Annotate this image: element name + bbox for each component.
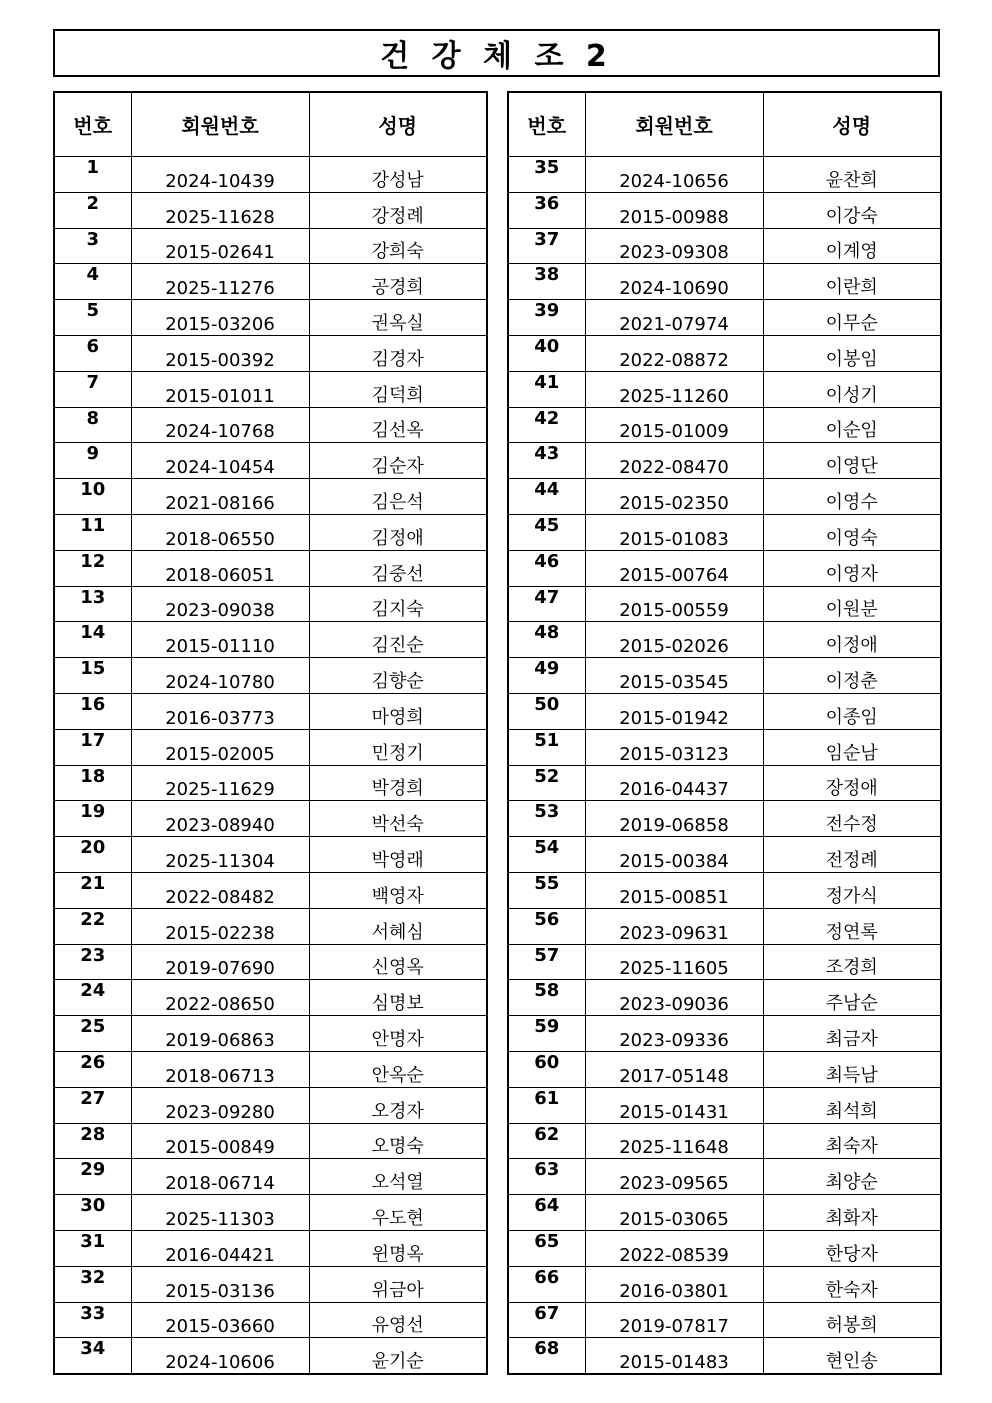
member-table-right (507, 91, 942, 1375)
member-name: 강성남 (309, 157, 487, 193)
row-number: 5 (54, 300, 131, 336)
member-id: 2025-11648 (585, 1123, 763, 1159)
member-id: 2015-03065 (585, 1195, 763, 1231)
member-name: 조경희 (763, 944, 941, 980)
row-number: 6 (54, 335, 131, 371)
member-id: 2024-10690 (585, 264, 763, 300)
member-id: 2024-10780 (131, 658, 309, 694)
table-row (54, 264, 487, 300)
row-number: 25 (54, 1016, 131, 1052)
row-number: 46 (508, 550, 585, 586)
member-name: 최석희 (763, 1087, 941, 1123)
member-id: 2015-00988 (585, 192, 763, 228)
member-name: 윈명옥 (309, 1230, 487, 1266)
table-row (54, 1338, 487, 1374)
table-row (508, 1123, 941, 1159)
member-id: 2015-00392 (131, 335, 309, 371)
member-id: 2023-09308 (585, 228, 763, 264)
member-id: 2017-05148 (585, 1051, 763, 1087)
member-id: 2025-11628 (131, 192, 309, 228)
member-id: 2023-09631 (585, 908, 763, 944)
table-row (54, 1087, 487, 1123)
row-number: 68 (508, 1338, 585, 1374)
member-name: 이란희 (763, 264, 941, 300)
member-name: 오경자 (309, 1087, 487, 1123)
member-id: 2015-03206 (131, 300, 309, 336)
row-number: 53 (508, 801, 585, 837)
row-number: 47 (508, 586, 585, 622)
row-number: 19 (54, 801, 131, 837)
member-name: 김정애 (309, 514, 487, 550)
member-name: 허봉희 (763, 1302, 941, 1338)
table-row (508, 1338, 941, 1374)
member-id: 2015-00559 (585, 586, 763, 622)
member-id: 2023-09036 (585, 980, 763, 1016)
table-row (508, 1159, 941, 1195)
member-name: 이종임 (763, 693, 941, 729)
member-id: 2015-03660 (131, 1302, 309, 1338)
row-number: 39 (508, 300, 585, 336)
member-name: 윤기순 (309, 1338, 487, 1374)
member-id: 2015-01110 (131, 622, 309, 658)
member-name: 최금자 (763, 1016, 941, 1052)
table-row (508, 1087, 941, 1123)
member-id: 2015-02005 (131, 729, 309, 765)
member-id: 2015-03136 (131, 1266, 309, 1302)
table-row (54, 837, 487, 873)
row-number: 48 (508, 622, 585, 658)
header-number: 번호 (508, 92, 585, 157)
header-row (54, 92, 487, 157)
member-id: 2024-10439 (131, 157, 309, 193)
member-name: 최양순 (763, 1159, 941, 1195)
table-row (54, 1195, 487, 1231)
table-row (508, 264, 941, 300)
member-id: 2025-11605 (585, 944, 763, 980)
member-id: 2022-08482 (131, 872, 309, 908)
member-id: 2024-10768 (131, 407, 309, 443)
table-row (508, 1302, 941, 1338)
row-number: 59 (508, 1016, 585, 1052)
member-id: 2015-00849 (131, 1123, 309, 1159)
row-number: 16 (54, 693, 131, 729)
row-number: 18 (54, 765, 131, 801)
member-id: 2015-01011 (131, 371, 309, 407)
row-number: 27 (54, 1087, 131, 1123)
table-row (54, 479, 487, 515)
member-id: 2022-08470 (585, 443, 763, 479)
member-id: 2024-10606 (131, 1338, 309, 1374)
member-name: 김지숙 (309, 586, 487, 622)
row-number: 40 (508, 335, 585, 371)
member-name: 박영래 (309, 837, 487, 873)
table-row (54, 765, 487, 801)
row-number: 61 (508, 1087, 585, 1123)
member-name: 이순임 (763, 407, 941, 443)
table-row (54, 228, 487, 264)
row-number: 15 (54, 658, 131, 694)
member-name: 한당자 (763, 1230, 941, 1266)
row-number: 22 (54, 908, 131, 944)
member-name: 안옥순 (309, 1051, 487, 1087)
table-row (54, 872, 487, 908)
row-number: 56 (508, 908, 585, 944)
member-id: 2016-03801 (585, 1266, 763, 1302)
member-id: 2015-01483 (585, 1338, 763, 1374)
row-number: 29 (54, 1159, 131, 1195)
member-name: 정연록 (763, 908, 941, 944)
member-name: 이계영 (763, 228, 941, 264)
member-name: 한숙자 (763, 1266, 941, 1302)
row-number: 54 (508, 837, 585, 873)
row-number: 58 (508, 980, 585, 1016)
row-number: 31 (54, 1230, 131, 1266)
table-row (508, 335, 941, 371)
member-name: 신영옥 (309, 944, 487, 980)
member-name: 임순남 (763, 729, 941, 765)
table-row (508, 1195, 941, 1231)
member-name: 강희숙 (309, 228, 487, 264)
member-name: 김덕희 (309, 371, 487, 407)
table-row (54, 443, 487, 479)
table-row (54, 622, 487, 658)
row-number: 66 (508, 1266, 585, 1302)
table-row (54, 980, 487, 1016)
table-row (508, 837, 941, 873)
table-row (54, 514, 487, 550)
table-row (508, 371, 941, 407)
row-number: 8 (54, 407, 131, 443)
row-number: 24 (54, 980, 131, 1016)
row-number: 12 (54, 550, 131, 586)
row-number: 42 (508, 407, 585, 443)
member-name: 이영단 (763, 443, 941, 479)
member-name: 이봉임 (763, 335, 941, 371)
row-number: 32 (54, 1266, 131, 1302)
member-name: 현인송 (763, 1338, 941, 1374)
row-number: 67 (508, 1302, 585, 1338)
member-name: 최숙자 (763, 1123, 941, 1159)
member-id: 2015-00851 (585, 872, 763, 908)
member-id: 2025-11303 (131, 1195, 309, 1231)
member-id: 2024-10656 (585, 157, 763, 193)
table-row (54, 300, 487, 336)
row-number: 55 (508, 872, 585, 908)
row-number: 52 (508, 765, 585, 801)
table-row (54, 1266, 487, 1302)
table-row (54, 1016, 487, 1052)
table-row (508, 514, 941, 550)
member-name: 전정례 (763, 837, 941, 873)
member-name: 공경희 (309, 264, 487, 300)
member-id: 2015-02026 (585, 622, 763, 658)
member-id: 2021-08166 (131, 479, 309, 515)
row-number: 11 (54, 514, 131, 550)
member-name: 오명숙 (309, 1123, 487, 1159)
member-id: 2025-11304 (131, 837, 309, 873)
header-row (508, 92, 941, 157)
row-number: 7 (54, 371, 131, 407)
member-name: 우도현 (309, 1195, 487, 1231)
member-name: 김향순 (309, 658, 487, 694)
member-name: 심명보 (309, 980, 487, 1016)
member-name: 이원분 (763, 586, 941, 622)
member-id: 2018-06550 (131, 514, 309, 550)
member-id: 2015-00384 (585, 837, 763, 873)
row-number: 17 (54, 729, 131, 765)
page-title: 건 강 체 조 2 (380, 39, 613, 74)
row-number: 65 (508, 1230, 585, 1266)
member-name: 전수정 (763, 801, 941, 837)
member-id: 2025-11276 (131, 264, 309, 300)
member-id: 2018-06051 (131, 550, 309, 586)
table-row (508, 192, 941, 228)
row-number: 28 (54, 1123, 131, 1159)
member-name: 김은석 (309, 479, 487, 515)
member-id: 2015-02350 (585, 479, 763, 515)
table-row (508, 479, 941, 515)
member-name: 강정례 (309, 192, 487, 228)
member-id: 2021-07974 (585, 300, 763, 336)
row-number: 60 (508, 1051, 585, 1087)
member-name: 박선숙 (309, 801, 487, 837)
row-number: 49 (508, 658, 585, 694)
table-row (508, 944, 941, 980)
table-row (54, 1051, 487, 1087)
table-row (54, 908, 487, 944)
row-number: 23 (54, 944, 131, 980)
member-id: 2022-08650 (131, 980, 309, 1016)
row-number: 4 (54, 264, 131, 300)
table-row (508, 550, 941, 586)
row-number: 14 (54, 622, 131, 658)
member-name: 최화자 (763, 1195, 941, 1231)
table-row (508, 1266, 941, 1302)
member-name: 안명자 (309, 1016, 487, 1052)
member-name: 이성기 (763, 371, 941, 407)
table-row (508, 658, 941, 694)
member-id: 2015-02641 (131, 228, 309, 264)
table-row (508, 693, 941, 729)
table-row (508, 872, 941, 908)
member-id: 2015-01009 (585, 407, 763, 443)
row-number: 1 (54, 157, 131, 193)
member-name: 이무순 (763, 300, 941, 336)
member-id: 2023-08940 (131, 801, 309, 837)
table-row (54, 157, 487, 193)
row-number: 41 (508, 371, 585, 407)
table-row (54, 1302, 487, 1338)
row-number: 30 (54, 1195, 131, 1231)
member-name: 권옥실 (309, 300, 487, 336)
member-id: 2015-03545 (585, 658, 763, 694)
row-number: 50 (508, 693, 585, 729)
row-number: 45 (508, 514, 585, 550)
member-name: 김진순 (309, 622, 487, 658)
member-name: 윤찬희 (763, 157, 941, 193)
member-id: 2023-09038 (131, 586, 309, 622)
table-row (508, 1051, 941, 1087)
title-box (53, 29, 940, 77)
row-number: 21 (54, 872, 131, 908)
table-row (54, 693, 487, 729)
header-member-id: 회원번호 (585, 92, 763, 157)
member-name: 이영수 (763, 479, 941, 515)
row-number: 20 (54, 837, 131, 873)
row-number: 34 (54, 1338, 131, 1374)
member-name: 박경희 (309, 765, 487, 801)
row-number: 64 (508, 1195, 585, 1231)
table-row (508, 980, 941, 1016)
member-name: 마영희 (309, 693, 487, 729)
member-id: 2024-10454 (131, 443, 309, 479)
table-row (508, 729, 941, 765)
table-row (54, 335, 487, 371)
row-number: 10 (54, 479, 131, 515)
row-number: 3 (54, 228, 131, 264)
member-name: 정가식 (763, 872, 941, 908)
member-name: 김경자 (309, 335, 487, 371)
member-name: 김중선 (309, 550, 487, 586)
member-id: 2015-01431 (585, 1087, 763, 1123)
member-name: 김선옥 (309, 407, 487, 443)
member-id: 2018-06714 (131, 1159, 309, 1195)
table-row (54, 729, 487, 765)
table-row (508, 228, 941, 264)
row-number: 13 (54, 586, 131, 622)
member-name: 이정춘 (763, 658, 941, 694)
member-id: 2025-11260 (585, 371, 763, 407)
member-name: 오석열 (309, 1159, 487, 1195)
row-number: 43 (508, 443, 585, 479)
header-member-id: 회원번호 (131, 92, 309, 157)
member-name: 백영자 (309, 872, 487, 908)
table-row (54, 1230, 487, 1266)
table-row (54, 192, 487, 228)
table-row (508, 157, 941, 193)
member-id: 2016-04421 (131, 1230, 309, 1266)
table-row (54, 1159, 487, 1195)
member-name: 이강숙 (763, 192, 941, 228)
member-name: 이영숙 (763, 514, 941, 550)
member-id: 2018-06713 (131, 1051, 309, 1087)
member-id: 2019-07817 (585, 1302, 763, 1338)
table-row (54, 658, 487, 694)
member-id: 2015-01083 (585, 514, 763, 550)
table-row (54, 801, 487, 837)
table-row (508, 407, 941, 443)
table-row (508, 908, 941, 944)
row-number: 2 (54, 192, 131, 228)
member-name: 이영자 (763, 550, 941, 586)
row-number: 33 (54, 1302, 131, 1338)
member-id: 2023-09565 (585, 1159, 763, 1195)
member-id: 2016-04437 (585, 765, 763, 801)
member-name: 민정기 (309, 729, 487, 765)
member-name: 유영선 (309, 1302, 487, 1338)
table-row (508, 622, 941, 658)
row-number: 37 (508, 228, 585, 264)
member-id: 2015-00764 (585, 550, 763, 586)
row-number: 62 (508, 1123, 585, 1159)
row-number: 51 (508, 729, 585, 765)
member-name: 장정애 (763, 765, 941, 801)
header-name: 성명 (763, 92, 941, 157)
table-row (508, 586, 941, 622)
header-name: 성명 (309, 92, 487, 157)
header-number: 번호 (54, 92, 131, 157)
member-table-left (53, 91, 488, 1375)
member-name: 서혜심 (309, 908, 487, 944)
member-name: 주남순 (763, 980, 941, 1016)
member-id: 2019-06858 (585, 801, 763, 837)
table-row (54, 371, 487, 407)
table-row (508, 801, 941, 837)
member-id: 2019-06863 (131, 1016, 309, 1052)
table-row (508, 765, 941, 801)
member-id: 2015-02238 (131, 908, 309, 944)
row-number: 35 (508, 157, 585, 193)
row-number: 63 (508, 1159, 585, 1195)
row-number: 44 (508, 479, 585, 515)
row-number: 38 (508, 264, 585, 300)
member-name: 최득남 (763, 1051, 941, 1087)
row-number: 36 (508, 192, 585, 228)
table-row (508, 1230, 941, 1266)
member-id: 2025-11629 (131, 765, 309, 801)
table-row (508, 443, 941, 479)
member-id: 2023-09280 (131, 1087, 309, 1123)
member-name: 위금아 (309, 1266, 487, 1302)
table-row (54, 1123, 487, 1159)
table-row (54, 550, 487, 586)
member-name: 이정애 (763, 622, 941, 658)
table-row (508, 1016, 941, 1052)
table-row (508, 300, 941, 336)
member-id: 2015-01942 (585, 693, 763, 729)
row-number: 26 (54, 1051, 131, 1087)
member-id: 2022-08872 (585, 335, 763, 371)
member-id: 2016-03773 (131, 693, 309, 729)
row-number: 9 (54, 443, 131, 479)
table-row (54, 407, 487, 443)
member-id: 2022-08539 (585, 1230, 763, 1266)
table-row (54, 586, 487, 622)
member-id: 2023-09336 (585, 1016, 763, 1052)
member-name: 김순자 (309, 443, 487, 479)
member-id: 2015-03123 (585, 729, 763, 765)
row-number: 57 (508, 944, 585, 980)
table-row (54, 944, 487, 980)
member-id: 2019-07690 (131, 944, 309, 980)
